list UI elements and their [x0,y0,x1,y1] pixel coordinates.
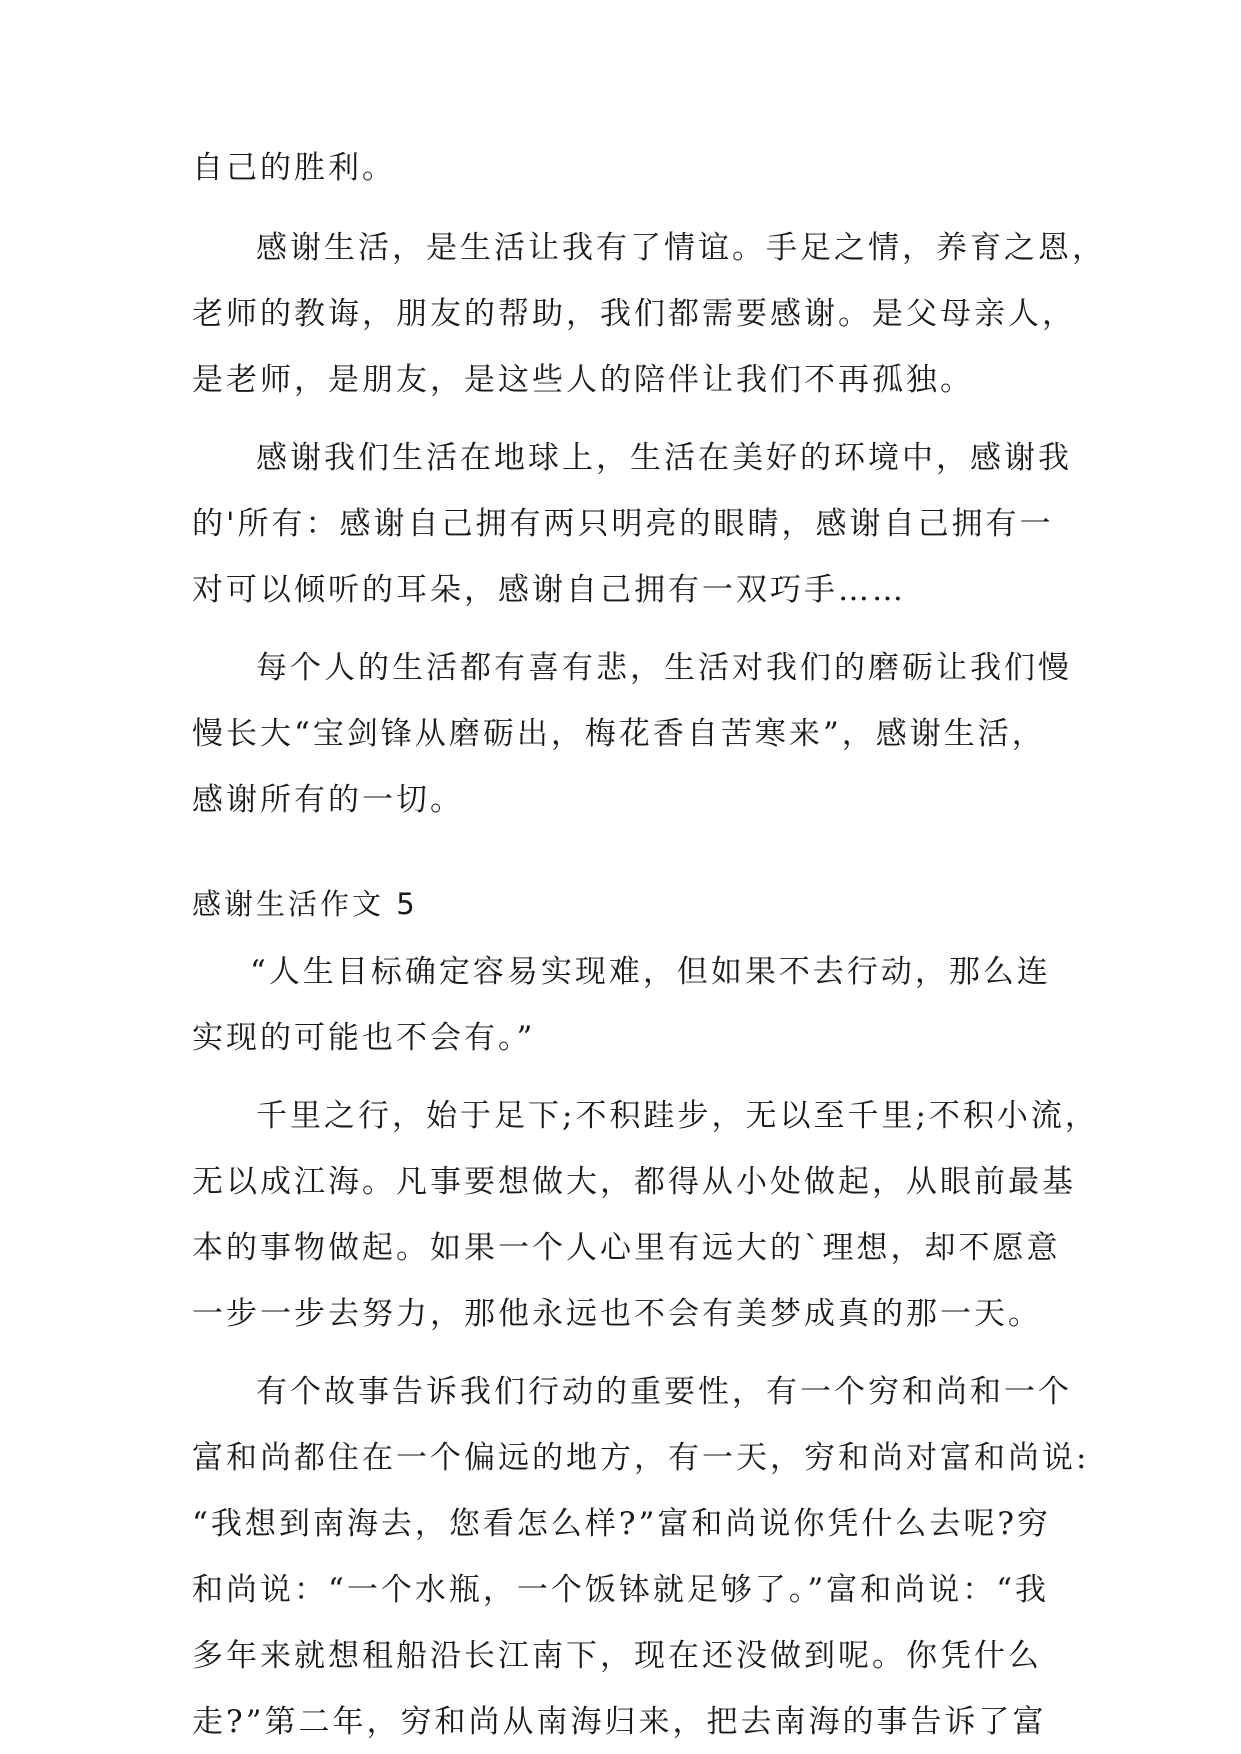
text-line: 自己的胜利。 [192,150,396,186]
text-line: 慢长大“宝剑锋从磨砺出，梅花香自苦寒来”，感谢生活， [192,716,1046,752]
text-line: 老师的教诲，朋友的帮助，我们都需要感谢。是父母亲人， [192,296,1076,332]
text-line: 是老师，是朋友，是这些人的陪伴让我们不再孤独。 [192,362,974,398]
paragraph-first-line: 感谢生活，是生活让我有了情谊。手足之情，养育之恩， [256,230,1106,266]
text-line: 和尚说：“一个水瓶，一个饭钵就足够了。”富和尚说：“我 [192,1572,1050,1608]
paragraph-first-line: 感谢我们生活在地球上，生活在美好的环境中，感谢我 [256,440,1072,476]
paragraph-first-line: “人生目标确定容易实现难，但如果不去行动，那么连 [250,954,1051,990]
text-line: “我想到南海去，您看怎么样?”富和尚说你凭什么去呢?穷 [192,1506,1051,1542]
text-line: 富和尚都住在一个偏远的地方，有一天，穷和尚对富和尚说: [192,1440,1090,1476]
text-line: 走?”第二年，穷和尚从南海归来，把去南海的事告诉了富 [192,1704,1047,1740]
text-line: 对可以倾听的耳朵，感谢自己拥有一双巧手…… [192,572,906,608]
text-line: 实现的可能也不会有。” [192,1020,536,1056]
text-line: 本的事物做起。如果一个人心里有远大的`理想，却不愿意 [192,1230,1061,1266]
text-line: 感谢所有的一切。 [192,782,464,818]
text-line: 多年来就想租船沿长江南下，现在还没做到呢。你凭什么 [192,1638,1042,1674]
paragraph-first-line: 千里之行，始于足下;不积跬步，无以至千里;不积小流， [256,1098,1099,1134]
paragraph-first-line: 每个人的生活都有喜有悲，生活对我们的磨砺让我们慢 [256,650,1072,686]
paragraph-first-line: 有个故事告诉我们行动的重要性，有一个穷和尚和一个 [256,1374,1072,1410]
text-line: 一步一步去努力，那他永远也不会有美梦成真的那一天。 [192,1296,1042,1332]
text-line: 的'所有：感谢自己拥有两只明亮的眼睛，感谢自己拥有一 [192,506,1054,542]
text-line: 无以成江海。凡事要想做大，都得从小处做起，从眼前最基 [192,1164,1076,1200]
section-heading: 感谢生活作文 5 [192,887,418,921]
